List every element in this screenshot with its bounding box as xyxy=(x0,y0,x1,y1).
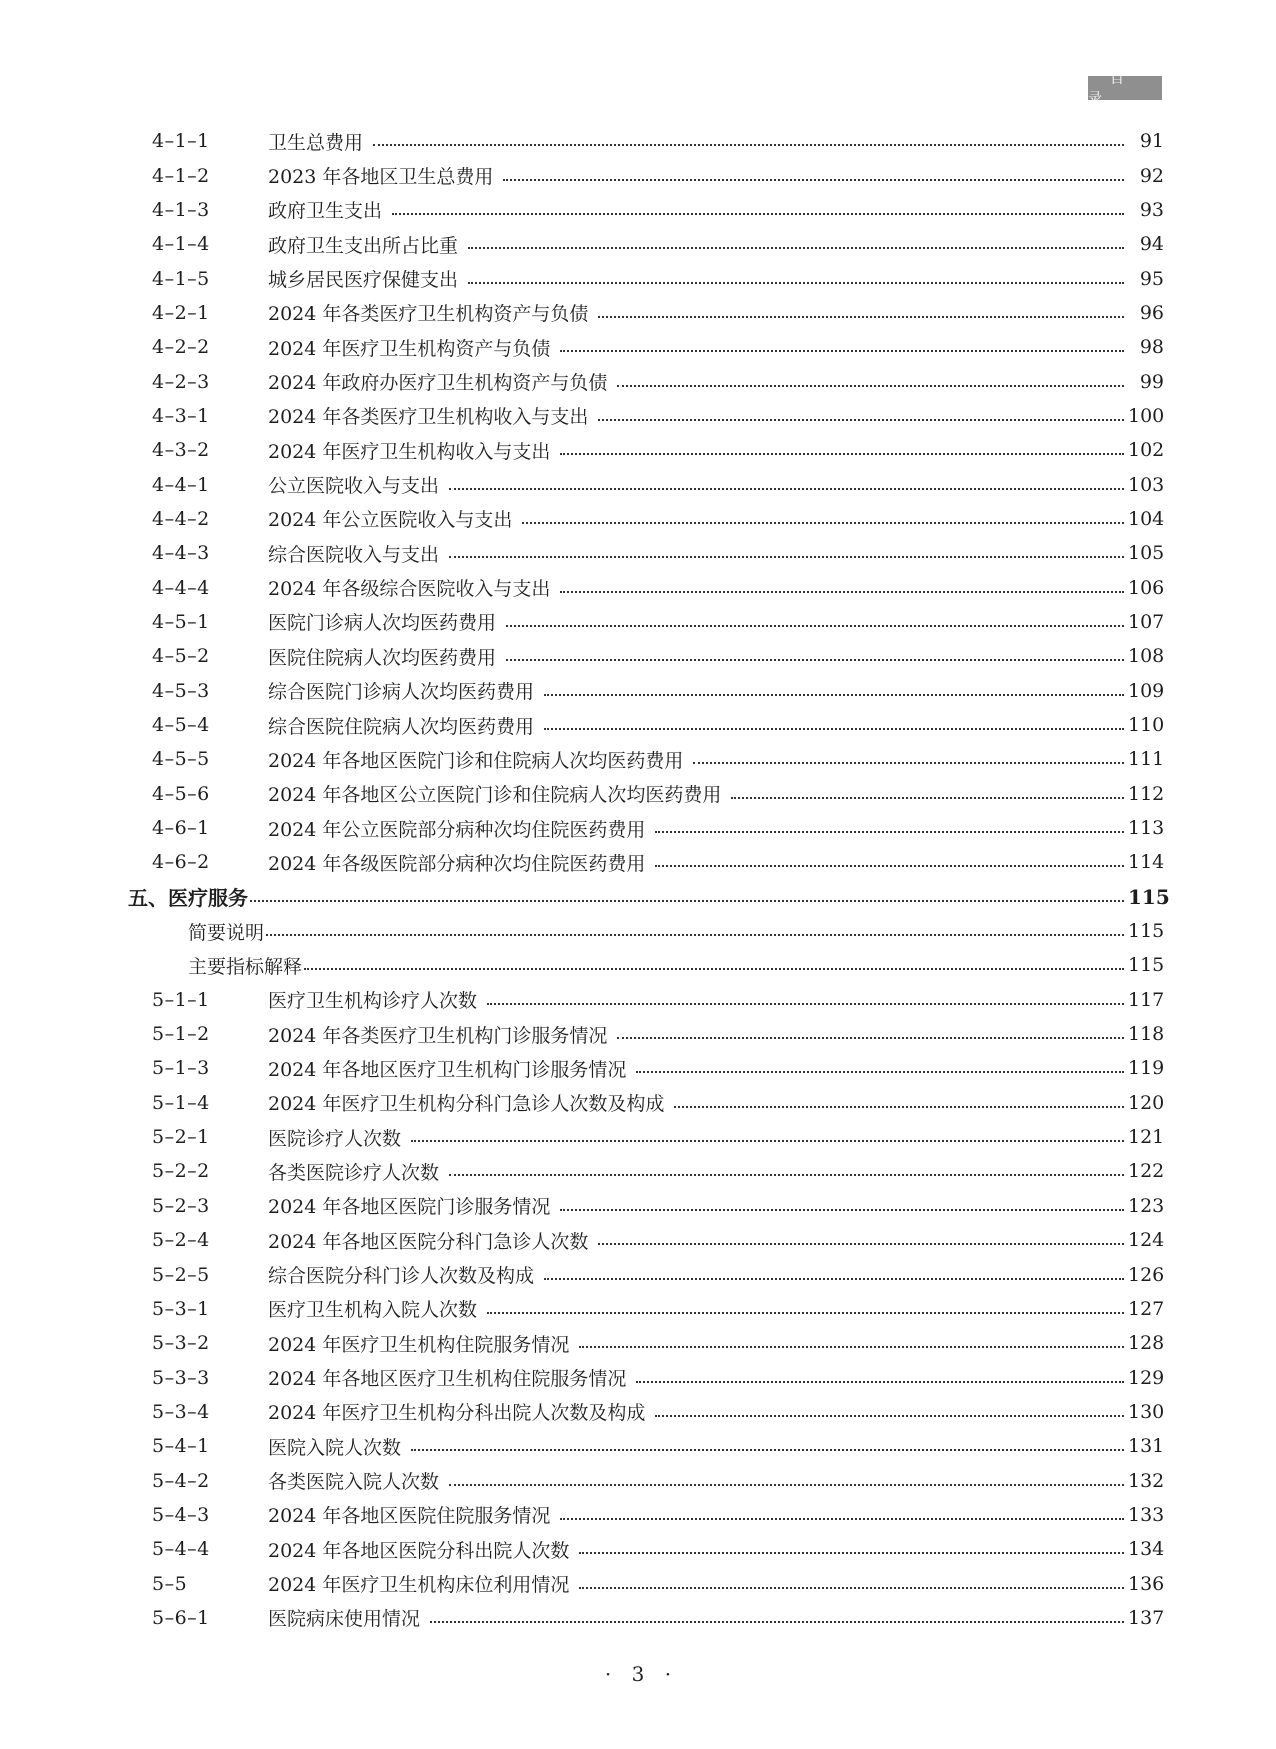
toc-entry-page: 110 xyxy=(1128,714,1165,737)
toc-entry-title: 2024 年各地区医院分科门急诊人次数 xyxy=(268,1230,589,1253)
toc-entry-page: 131 xyxy=(1128,1435,1165,1458)
dot-leader xyxy=(449,488,1124,490)
toc-entry[interactable] xyxy=(120,227,1164,261)
toc-entry-title: 2023 年各地区卫生总费用 xyxy=(268,166,494,189)
toc-entry-title: 主要指标解释 xyxy=(188,955,303,978)
toc-entry[interactable] xyxy=(120,193,1164,227)
toc-header-tab: 目 录 xyxy=(1088,76,1162,100)
toc-entry-number: 5–3–4 xyxy=(152,1400,210,1423)
toc-entry[interactable] xyxy=(120,1429,1164,1463)
toc-entry-number: 5–2–3 xyxy=(152,1194,210,1217)
toc-entry-page: 109 xyxy=(1128,679,1165,702)
toc-entry-title: 2024 年各类医疗卫生机构收入与支出 xyxy=(268,406,589,429)
toc-entry-page: 98 xyxy=(1139,336,1164,359)
toc-entry[interactable] xyxy=(120,1566,1164,1600)
toc-entry-title: 2024 年各地区公立医院门诊和住院病人次均医药费用 xyxy=(268,784,722,807)
dot-leader xyxy=(392,213,1124,215)
toc-entry-title: 2024 年各类医疗卫生机构资产与负债 xyxy=(268,303,589,326)
toc-entry-title: 2024 年医疗卫生机构收入与支出 xyxy=(268,440,551,463)
toc-entry-number: 4–4–1 xyxy=(152,473,210,496)
toc-entry[interactable] xyxy=(120,364,1164,398)
toc-entry-number: 4–2–3 xyxy=(152,370,210,393)
toc-entry-title: 2024 年医疗卫生机构住院服务情况 xyxy=(268,1333,570,1356)
dot-leader xyxy=(544,728,1124,730)
dot-leader xyxy=(579,1552,1124,1554)
toc-entry-title: 2024 年各级医院部分病种次均住院医药费用 xyxy=(268,852,646,875)
toc-entry-page: 114 xyxy=(1128,851,1165,874)
dot-leader xyxy=(468,282,1124,284)
toc-entry[interactable] xyxy=(120,1154,1164,1188)
toc-entry-page: 113 xyxy=(1128,817,1165,840)
toc-entry-title: 各类医院诊疗人次数 xyxy=(268,1161,440,1184)
toc-entry-page: 106 xyxy=(1128,576,1165,599)
dot-leader xyxy=(598,1243,1124,1245)
toc-entry[interactable] xyxy=(120,1257,1164,1291)
dot-leader xyxy=(617,1037,1124,1039)
toc-entry-number: 5–4–3 xyxy=(152,1503,210,1526)
dot-leader xyxy=(411,1449,1124,1451)
dot-leader xyxy=(617,385,1124,387)
toc-entry[interactable] xyxy=(120,467,1164,501)
toc-entry-page: 96 xyxy=(1139,301,1164,324)
dot-leader xyxy=(522,522,1124,524)
toc-entry-page: 108 xyxy=(1128,645,1165,668)
toc-entry[interactable] xyxy=(120,1532,1164,1566)
toc-entry-page: 105 xyxy=(1128,542,1165,565)
toc-entry-page: 92 xyxy=(1139,164,1164,187)
toc-entry-number: 5–1–2 xyxy=(152,1023,210,1046)
toc-entry-page: 115 xyxy=(1128,954,1165,977)
toc-entry[interactable] xyxy=(120,742,1164,776)
toc-entry-number: 4–5–4 xyxy=(152,714,210,737)
toc-entry-number: 5–5 xyxy=(152,1572,188,1595)
toc-entry[interactable] xyxy=(120,261,1164,295)
toc-entry-number: 5–1–4 xyxy=(152,1091,210,1114)
toc-entry[interactable] xyxy=(120,1189,1164,1223)
toc-entry-title: 2024 年政府办医疗卫生机构资产与负债 xyxy=(268,372,608,395)
toc-entry[interactable] xyxy=(120,296,1164,330)
toc-entry-title: 综合医院门诊病人次均医药费用 xyxy=(268,681,535,704)
toc-entry[interactable] xyxy=(120,1395,1164,1429)
dot-leader xyxy=(449,1174,1124,1176)
dot-leader xyxy=(693,762,1124,764)
toc-entry[interactable] xyxy=(120,1360,1164,1394)
dot-leader xyxy=(731,797,1124,799)
toc-section-heading[interactable] xyxy=(120,880,1170,914)
toc-entry-number: 4–2–2 xyxy=(152,336,210,359)
toc-entry-title: 2024 年公立医院部分病种次均住院医药费用 xyxy=(268,818,646,841)
toc-entry-title: 城乡居民医疗保健支出 xyxy=(268,269,459,292)
toc-entry-page: 130 xyxy=(1128,1400,1165,1423)
toc-entry[interactable] xyxy=(120,1120,1164,1154)
toc-entry-page: 122 xyxy=(1128,1160,1165,1183)
toc-entry-number: 4–1–4 xyxy=(152,233,210,256)
toc-entry[interactable] xyxy=(120,708,1164,742)
dot-leader xyxy=(560,453,1124,455)
dot-leader xyxy=(266,934,1124,936)
toc-entry[interactable] xyxy=(120,1086,1164,1120)
dot-leader xyxy=(468,247,1124,249)
toc-entry[interactable] xyxy=(120,1498,1164,1532)
toc-entry-title: 综合医院分科门诊人次数及构成 xyxy=(268,1265,535,1288)
toc-entry-title: 医院病床使用情况 xyxy=(268,1608,421,1631)
toc-entry-number: 4–4–4 xyxy=(152,576,210,599)
dot-leader xyxy=(506,659,1124,661)
dot-leader xyxy=(487,1312,1124,1314)
dot-leader xyxy=(636,1071,1124,1073)
footer-dot-left: · xyxy=(604,1662,612,1686)
toc-entry-number: 5–3–1 xyxy=(152,1297,210,1320)
toc-entry-number: 4–5–1 xyxy=(152,610,210,633)
toc-entry[interactable] xyxy=(120,674,1164,708)
toc-entry-number: 4–5–5 xyxy=(152,748,210,771)
dot-leader xyxy=(506,625,1124,627)
dot-leader xyxy=(544,694,1124,696)
toc-entry[interactable] xyxy=(120,605,1164,639)
toc-entry-title: 政府卫生支出所占比重 xyxy=(268,234,459,257)
toc-entry[interactable] xyxy=(120,639,1164,673)
toc-entry-title: 政府卫生支出 xyxy=(268,200,383,223)
toc-entry-page: 91 xyxy=(1139,130,1164,153)
dot-leader xyxy=(503,179,1124,181)
toc-entry[interactable] xyxy=(120,983,1164,1017)
toc-entry[interactable] xyxy=(120,158,1164,192)
toc-entry[interactable] xyxy=(120,399,1164,433)
toc-entry-page: 121 xyxy=(1128,1126,1165,1149)
toc-entry-number: 5–2–5 xyxy=(152,1263,210,1286)
toc-entry-page: 100 xyxy=(1128,404,1165,427)
toc-subentry[interactable] xyxy=(120,948,1164,982)
toc-entry-page: 128 xyxy=(1128,1332,1165,1355)
toc-entry-title: 医院入院人次数 xyxy=(268,1436,402,1459)
dot-leader xyxy=(411,1140,1124,1142)
toc-entry-title: 简要说明 xyxy=(188,921,265,944)
toc-entry-title: 2024 年各地区医院门诊和住院病人次均医药费用 xyxy=(268,749,684,772)
toc-entry-number: 4–2–1 xyxy=(152,301,210,324)
toc-entry-number: 4–5–3 xyxy=(152,679,210,702)
toc-entry-page: 133 xyxy=(1128,1503,1165,1526)
toc-entry[interactable] xyxy=(120,1051,1164,1085)
toc-entry-page: 112 xyxy=(1128,782,1165,805)
toc-entry-page: 111 xyxy=(1128,748,1165,771)
toc-entry-number: 4–4–3 xyxy=(152,542,210,565)
toc-entry-number: 5–4–2 xyxy=(152,1469,210,1492)
toc-entry[interactable] xyxy=(120,1223,1164,1257)
toc-entry[interactable] xyxy=(120,330,1164,364)
toc-entry-number: 4–3–1 xyxy=(152,404,210,427)
toc-entry[interactable] xyxy=(120,570,1164,604)
toc-entry-page: 124 xyxy=(1128,1229,1165,1252)
toc-entry-page: 94 xyxy=(1139,233,1164,256)
toc-entry[interactable] xyxy=(120,1463,1164,1497)
toc-entry-title: 综合医院收入与支出 xyxy=(268,543,440,566)
toc-entry-page: 136 xyxy=(1128,1572,1165,1595)
toc-entry-title: 2024 年公立医院收入与支出 xyxy=(268,509,513,532)
toc-entry-title: 2024 年医疗卫生机构资产与负债 xyxy=(268,337,551,360)
dot-leader xyxy=(304,968,1124,970)
dot-leader xyxy=(250,900,1124,902)
toc-entry-number: 4–1–1 xyxy=(152,130,210,153)
page-footer xyxy=(0,1662,1276,1686)
toc-entry-page: 129 xyxy=(1128,1366,1165,1389)
toc-entry-page: 119 xyxy=(1128,1057,1165,1080)
toc-entry-page: 115 xyxy=(1128,920,1165,943)
toc-entry-page: 137 xyxy=(1128,1606,1165,1629)
toc-entry-title: 医疗卫生机构诊疗人次数 xyxy=(268,990,478,1013)
toc-entry-number: 5–6–1 xyxy=(152,1606,210,1629)
toc-entry-number: 4–5–2 xyxy=(152,645,210,668)
dot-leader xyxy=(430,1621,1124,1623)
toc-entry-title: 2024 年各地区医院住院服务情况 xyxy=(268,1505,551,1528)
toc-entry-number: 4–1–5 xyxy=(152,267,210,290)
dot-leader xyxy=(674,1106,1124,1108)
toc-entry[interactable] xyxy=(120,1601,1164,1635)
dot-leader xyxy=(579,1346,1124,1348)
toc-entry-page: 123 xyxy=(1128,1194,1165,1217)
toc-entry-page: 104 xyxy=(1128,507,1165,530)
toc-entry-number: 5–2–1 xyxy=(152,1126,210,1149)
toc-entry-number: 5–3–2 xyxy=(152,1332,210,1355)
toc-entry-page: 120 xyxy=(1128,1091,1165,1114)
toc-entry[interactable] xyxy=(120,1017,1164,1051)
dot-leader xyxy=(560,350,1124,352)
toc-entry-title: 公立医院收入与支出 xyxy=(268,475,440,498)
toc-entry-number: 5–4–1 xyxy=(152,1435,210,1458)
toc-entry-title: 2024 年医疗卫生机构床位利用情况 xyxy=(268,1574,570,1597)
toc-entry-title: 医疗卫生机构入院人次数 xyxy=(268,1299,478,1322)
toc-entry-page: 99 xyxy=(1139,370,1164,393)
toc-entry-page: 95 xyxy=(1139,267,1164,290)
toc-entry-number: 4–6–1 xyxy=(152,817,210,840)
toc-entry-title: 医院门诊病人次均医药费用 xyxy=(268,612,497,635)
footer-dot-right: · xyxy=(664,1662,672,1686)
dot-leader xyxy=(487,1003,1124,1005)
dot-leader xyxy=(449,1484,1124,1486)
page-number: 3 xyxy=(631,1662,645,1686)
dot-leader xyxy=(373,144,1124,146)
dot-leader xyxy=(449,556,1124,558)
toc-entry-title: 2024 年医疗卫生机构分科出院人次数及构成 xyxy=(268,1402,646,1425)
toc-entry-title: 卫生总费用 xyxy=(268,131,364,154)
dot-leader xyxy=(598,316,1124,318)
toc-entry[interactable] xyxy=(120,433,1164,467)
toc-entry-number: 4–5–6 xyxy=(152,782,210,805)
toc-entry-title: 五、医疗服务 xyxy=(128,886,248,911)
toc-entry-number: 4–1–2 xyxy=(152,164,210,187)
toc-entry-number: 4–4–2 xyxy=(152,507,210,530)
toc-entry-page: 132 xyxy=(1128,1469,1165,1492)
toc-entry[interactable] xyxy=(120,124,1164,158)
toc-entry[interactable] xyxy=(120,1326,1164,1360)
dot-leader xyxy=(544,1278,1124,1280)
toc-entry[interactable] xyxy=(120,1292,1164,1326)
toc-entry-title: 2024 年各类医疗卫生机构门诊服务情况 xyxy=(268,1024,608,1047)
toc-entry-number: 4–6–2 xyxy=(152,851,210,874)
toc-entry-page: 107 xyxy=(1128,610,1165,633)
toc-entry-number: 5–3–3 xyxy=(152,1366,210,1389)
toc-entry-number: 4–1–3 xyxy=(152,198,210,221)
toc-entry[interactable] xyxy=(120,845,1164,879)
toc-entry-page: 117 xyxy=(1128,988,1165,1011)
table-of-contents xyxy=(120,124,1170,1635)
toc-entry-number: 5–1–3 xyxy=(152,1057,210,1080)
toc-subentry[interactable] xyxy=(120,914,1164,948)
toc-entry-title: 2024 年各地区医疗卫生机构住院服务情况 xyxy=(268,1368,627,1391)
toc-entry[interactable] xyxy=(120,502,1164,536)
toc-entry[interactable] xyxy=(120,811,1164,845)
toc-entry-title: 医院诊疗人次数 xyxy=(268,1127,402,1150)
toc-entry-number: 5–2–2 xyxy=(152,1160,210,1183)
dot-leader xyxy=(655,865,1124,867)
toc-entry-number: 5–1–1 xyxy=(152,988,210,1011)
toc-entry-number: 5–2–4 xyxy=(152,1229,210,1252)
dot-leader xyxy=(560,1518,1124,1520)
toc-entry-title: 医院住院病人次均医药费用 xyxy=(268,646,497,669)
dot-leader xyxy=(598,419,1124,421)
toc-entry-page: 93 xyxy=(1139,198,1164,221)
dot-leader xyxy=(655,1415,1124,1417)
toc-entry-page: 115 xyxy=(1128,884,1170,909)
toc-entry-page: 127 xyxy=(1128,1297,1165,1320)
dot-leader xyxy=(579,1587,1124,1589)
toc-entry[interactable] xyxy=(120,536,1164,570)
toc-entry-page: 134 xyxy=(1128,1538,1165,1561)
toc-entry-number: 5–4–4 xyxy=(152,1538,210,1561)
toc-entry-number: 4–3–2 xyxy=(152,439,210,462)
toc-entry-title: 各类医院入院人次数 xyxy=(268,1471,440,1494)
dot-leader xyxy=(560,591,1124,593)
toc-entry-title: 2024 年各地区医院门诊服务情况 xyxy=(268,1196,551,1219)
toc-entry-page: 102 xyxy=(1128,439,1165,462)
dot-leader xyxy=(560,1209,1124,1211)
toc-entry[interactable] xyxy=(120,777,1164,811)
dot-leader xyxy=(655,831,1124,833)
toc-entry-title: 2024 年医疗卫生机构分科门急诊人次数及构成 xyxy=(268,1093,665,1116)
toc-entry-page: 126 xyxy=(1128,1263,1165,1286)
toc-entry-page: 118 xyxy=(1128,1023,1165,1046)
toc-entry-title: 2024 年各地区医疗卫生机构门诊服务情况 xyxy=(268,1058,627,1081)
toc-entry-title: 2024 年各地区医院分科出院人次数 xyxy=(268,1539,570,1562)
dot-leader xyxy=(636,1381,1124,1383)
toc-entry-title: 2024 年各级综合医院收入与支出 xyxy=(268,578,551,601)
toc-entry-page: 103 xyxy=(1128,473,1165,496)
toc-entry-title: 综合医院住院病人次均医药费用 xyxy=(268,715,535,738)
